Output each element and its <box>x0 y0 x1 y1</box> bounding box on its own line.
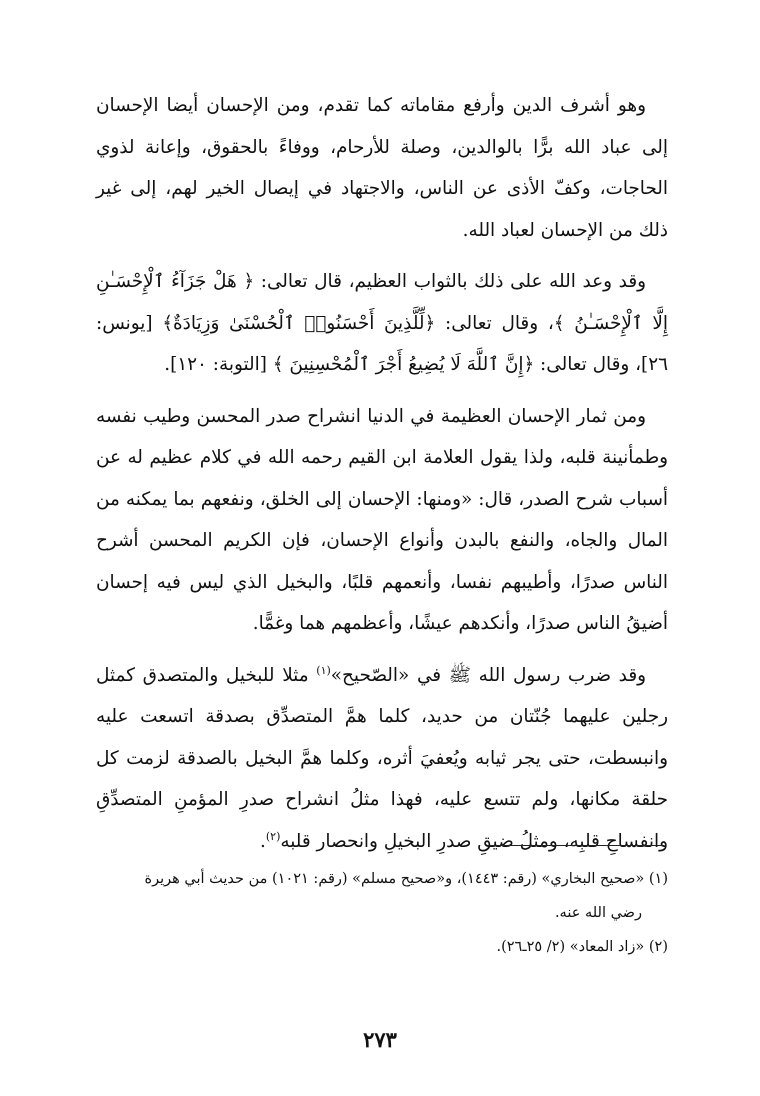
paragraph-4-part2: مثلا للبخيل والمتصدق كمثل رجلين عليهما جُنّتان من حديد، كلما همَّ المتصدِّق بصدقة اتسعت عليه وانبسطت، حتى يجر ثيابه ويُعفيَ أثره، وكلما همَّ البخيل بالصدقة لزمت كل حلقة مكانها، ولم تتسع عليه، فهذا مثلُ انشراح صدرِ المؤمنِ المتصدِّقِ وانفساحِ قلبِه، ومثلُ ضيقِ صدرِ البخيلِ وانحصار قلبه <box>96 664 668 852</box>
footnote-marker-2: (٢) <box>265 829 281 843</box>
page-number: ٢٧٣ <box>363 1027 397 1052</box>
paragraph-4 <box>96 655 668 863</box>
paragraph-1: وهو أشرف الدين وأرفع مقاماته كما تقدم، ومن الإحسان أيضا الإحسان إلى عباد الله برًّا بالوالدين، وصلة للأرحام، ووفاءً بالحقوق، وإعانة لذوي الحاجات، وكفّ الأذى عن الناس، والاجتهاد في إيصال الخير لهم، إلى غير ذلك من الإحسان لعباد الله. <box>96 95 668 241</box>
paragraph-4-part1: وقد ضرب رسول الله ﷺ في «الصّحيح» <box>330 664 646 686</box>
paragraph-3: ومن ثمار الإحسان العظيمة في الدنيا انشراح صدر المحسن وطيب نفسه وطمأنينة قلبه، ولذا يقول العلامة ابن القيم رحمه الله في كلام عظيم له عن أسباب شرح الصدر، قال: «ومنها: الإحسان إلى الخلق، ونفعهم بما يمكنه من المال والجاه، والنفع بالبدن وأنواع الإحسان، فإن الكريم المحسن أشرح الناس صدرًا، وأطيبهم نفسا، وأنعمهم قلبًا، والبخيل الذي ليس فيه إحسان أضيقُ الناس صدرًا، وأنكدهم عيشًا، وأعظمهم هما وغمًّا. <box>96 405 668 634</box>
footnotes <box>96 862 668 964</box>
footnote-1: (١) «صحيح البخاري» (رقم: ١٤٤٣)، و«صحيح مسلم» (رقم: ١٠٢١) من حديث أبي هريرة <box>144 871 668 887</box>
footnote-2: (٢) «زاد المعاد» (٢/ ٢٥ـ٢٦). <box>496 939 668 955</box>
footnote-divider <box>488 845 664 846</box>
footnote-1-continuation: رضي الله عنه. <box>554 905 642 921</box>
main-text <box>96 85 668 862</box>
paragraph-2: وقد وعد الله على ذلك بالثواب العظيم، قال تعالى: ﴿ هَلْ جَزَآءُ ٱلْإِحْسَـٰنِ إِلَّا ٱلْإِحْسَـٰنُ ﴾، وقال تعالى: ﴿لِّلَّذِينَ أَحْسَنُوا۟ ٱلْحُسْنَىٰ وَزِيَادَةٌ﴾ [يونس: ٢٦]، وقال تعالى: ﴿إِنَّ ٱللَّهَ لَا يُضِيعُ أَجْرَ ٱلْمُحْسِنِينَ ﴾ [التوبة: ١٢٠]. <box>96 271 668 375</box>
paragraph-4-end: . <box>260 830 266 852</box>
footnote-marker-1: (١) <box>316 663 331 677</box>
